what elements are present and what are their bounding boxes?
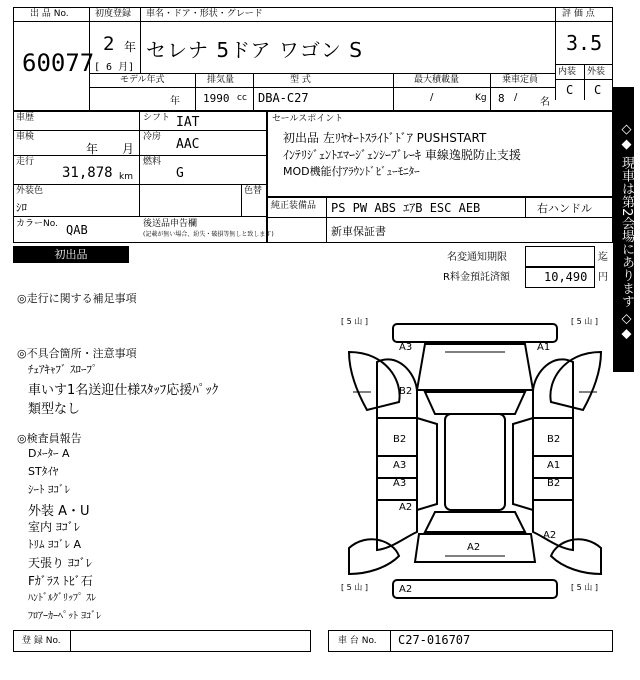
reg-year: 2 xyxy=(103,33,115,55)
defect-line-2: 車いす1名送迎仕様ｽﾀｯﾌ応援ﾊﾟｯｸ xyxy=(28,383,219,398)
equipment-label: 純正装備品 xyxy=(271,201,317,211)
driving-notes-heading: ◎走行に関する補足事項 xyxy=(17,292,137,305)
rear-bumper xyxy=(393,580,557,598)
tire-label-rl: [ 5 山 ] xyxy=(341,583,368,592)
mark-tailgate: A2 xyxy=(467,542,481,553)
inspector-line-9: ﾊﾝﾄﾞﾙｸﾞﾘｯﾌﾟ ｽﾚ xyxy=(28,593,97,604)
inspector-line-7: 天張り ﾖｺﾞﾚ xyxy=(28,556,92,570)
right-rear-quarter xyxy=(533,500,573,550)
fuel-label: 燃料 xyxy=(143,157,162,167)
color-no-label: カラーNo. xyxy=(16,219,58,229)
inspection-year: 年 xyxy=(86,142,99,156)
mileage-label: 走行 xyxy=(16,157,35,167)
steering-side: 右ハンドル xyxy=(537,202,592,215)
interior-label: 内装 xyxy=(558,67,577,77)
side-notice: ◇◆ 現車は第2会場にあります ◇◆ xyxy=(613,87,634,372)
inspection-month: 月 xyxy=(122,142,135,156)
inspector-line-10: ﾌﾛｱｰｶｰﾍﾟｯﾄ ﾖｺﾞﾚ xyxy=(28,611,102,622)
lot-number: 60077 xyxy=(22,49,95,77)
mark-rear-bumper: A2 xyxy=(399,584,413,595)
mark-right-front-door: B2 xyxy=(547,434,561,445)
recycle-yen: 円 xyxy=(598,272,608,283)
mark-left-mid-door: A3 xyxy=(393,460,407,471)
aftermarket-note: (記載が無い場合、紛失・破損等無しと致します) xyxy=(143,231,274,238)
max-load-label: 最大積載量 xyxy=(414,75,460,85)
tire-label-fl: [ 5 山 ] xyxy=(341,317,368,326)
cooling-label: 冷房 xyxy=(143,132,162,142)
reg-month: [ 6 月] xyxy=(94,62,135,73)
cooling-value: AAC xyxy=(176,137,200,152)
reg-year-unit: 年 xyxy=(124,40,137,54)
mark-front-bumper-right: A1 xyxy=(537,342,551,353)
inspector-line-5: 室内 ﾖｺﾞﾚ xyxy=(28,520,80,534)
mark-left-front-door: B2 xyxy=(393,434,407,445)
chassis-number: C27-016707 xyxy=(398,633,471,647)
max-load-unit: Kg xyxy=(475,93,487,103)
right-front-arch xyxy=(550,352,601,410)
mark-right-mid-door: A1 xyxy=(547,460,561,471)
mark-left-rear-quarter: A2 xyxy=(399,502,413,513)
defect-line-3: 類型なし xyxy=(28,402,81,417)
type-label: 型 式 xyxy=(290,75,311,85)
sales-line-1: 初出品 左ﾘﾔｵｰﾄｽﾗｲﾄﾞﾄﾞｱ PUSHSTART xyxy=(283,131,487,145)
max-load-slash: / xyxy=(430,92,434,103)
model-year-label: モデル年式 xyxy=(120,75,165,85)
tire-label-rr: [ 5 山 ] xyxy=(571,583,598,592)
defects-heading: ◎不具合箇所・注意事項 xyxy=(17,347,137,360)
mark-right-rear-door: B2 xyxy=(547,478,561,489)
ext-color: ｼﾛ xyxy=(16,201,27,214)
shift-label: シフト xyxy=(143,113,171,123)
roof xyxy=(445,414,505,510)
recycle-label: R料金預託済額 xyxy=(443,272,510,283)
capacity: 8 xyxy=(498,92,505,105)
displacement-label: 排気量 xyxy=(207,75,235,85)
mileage: 31,878 xyxy=(62,165,113,181)
sales-line-3: MOD機能付ｱﾗｳﾝﾄﾞﾋﾞｭｰﾓﾆﾀｰ xyxy=(283,165,420,178)
color-change-label: 色替 xyxy=(244,186,263,196)
mileage-unit: km xyxy=(119,172,133,182)
rear-window xyxy=(425,512,525,532)
mark-left-fender: B2 xyxy=(399,386,413,397)
sales-points-label: セールスポイント xyxy=(272,114,344,124)
shift-value: IAT xyxy=(176,115,200,130)
recycle-value: 10,490 xyxy=(544,270,588,284)
reg-year-label: 初度登録 xyxy=(95,9,132,19)
hood xyxy=(417,344,533,390)
inspector-line-2: STﾀｲﾔ xyxy=(28,465,59,478)
exterior-grade: C xyxy=(594,83,602,97)
inspector-line-8: Fｶﾞﾗｽ ﾄﾋﾞ石 xyxy=(28,574,93,588)
reg-no-label: 登 録 No. xyxy=(22,636,61,646)
capacity-unit: 名 xyxy=(540,97,550,108)
tire-label-fr: [ 5 山 ] xyxy=(571,317,598,326)
warranty: 新車保証書 xyxy=(331,225,386,238)
inspector-line-6: ﾄﾘﾑ ﾖｺﾞﾚ A xyxy=(28,538,82,551)
left-side-window xyxy=(417,418,437,510)
inspection-label: 車検 xyxy=(16,132,35,142)
front-bumper xyxy=(393,324,557,342)
model-type: DBA-C27 xyxy=(258,91,309,105)
displacement-unit: cc xyxy=(237,93,247,103)
mark-right-rear-quarter: A2 xyxy=(543,530,557,541)
aftermarket-label: 後送品申告欄 xyxy=(143,219,198,229)
mark-front-bumper-left: A3 xyxy=(399,342,413,353)
first-listing-tab: 初出品 xyxy=(13,246,129,263)
inspector-heading: ◎検査員報告 xyxy=(17,432,82,445)
capacity-slash: / xyxy=(514,92,518,103)
inspector-line-4: 外装 A・U xyxy=(28,504,90,519)
exterior-label: 外装 xyxy=(587,67,606,77)
equipment-items: PS PW ABS ｴｱB ESC AEB xyxy=(331,201,481,215)
lot-no-label: 出 品 No. xyxy=(30,9,69,19)
windshield xyxy=(425,392,525,414)
grade-label: 評 価 点 xyxy=(562,9,595,19)
car-damage-diagram xyxy=(337,312,613,628)
fuel-value: G xyxy=(176,166,184,181)
history-label: 車歴 xyxy=(16,113,35,123)
inspector-line-1: Dﾒｰﾀｰ A xyxy=(28,447,70,460)
interior-grade: C xyxy=(566,83,574,97)
defect-line-1: ﾁｪｱｷｬﾌﾞ ｽﾛｰﾌﾟ xyxy=(28,363,98,376)
chassis-label: 車 台 No. xyxy=(338,636,377,646)
right-fender xyxy=(533,359,573,418)
name-change-label: 名変通知期限 xyxy=(447,252,507,263)
mark-left-rear-door: A3 xyxy=(393,478,407,489)
name-change-box xyxy=(525,246,595,267)
ext-color-label: 外装色 xyxy=(16,186,44,196)
vehicle-name: セレナ 5ドア ワゴン S xyxy=(146,38,363,62)
name-change-due: 迄 xyxy=(598,252,608,263)
model-year-unit: 年 xyxy=(170,96,180,107)
right-side-window xyxy=(513,418,533,510)
sales-line-2: ｲﾝﾃﾘｼﾞｪﾝﾄｴﾏｰｼﾞｪﾝｼｰﾌﾞﾚｰｷ 車線逸脱防止支援 xyxy=(283,148,521,162)
vehicle-label: 車名・ドア・形状・グレード xyxy=(146,9,263,19)
left-front-arch xyxy=(349,352,400,410)
overall-grade: 3.5 xyxy=(566,31,603,55)
capacity-label: 乗車定員 xyxy=(502,75,539,85)
color-no: QAB xyxy=(66,223,88,237)
displacement: 1990 xyxy=(203,92,230,105)
inspector-line-3: ｼｰﾄ ﾖｺﾞﾚ xyxy=(28,483,70,496)
